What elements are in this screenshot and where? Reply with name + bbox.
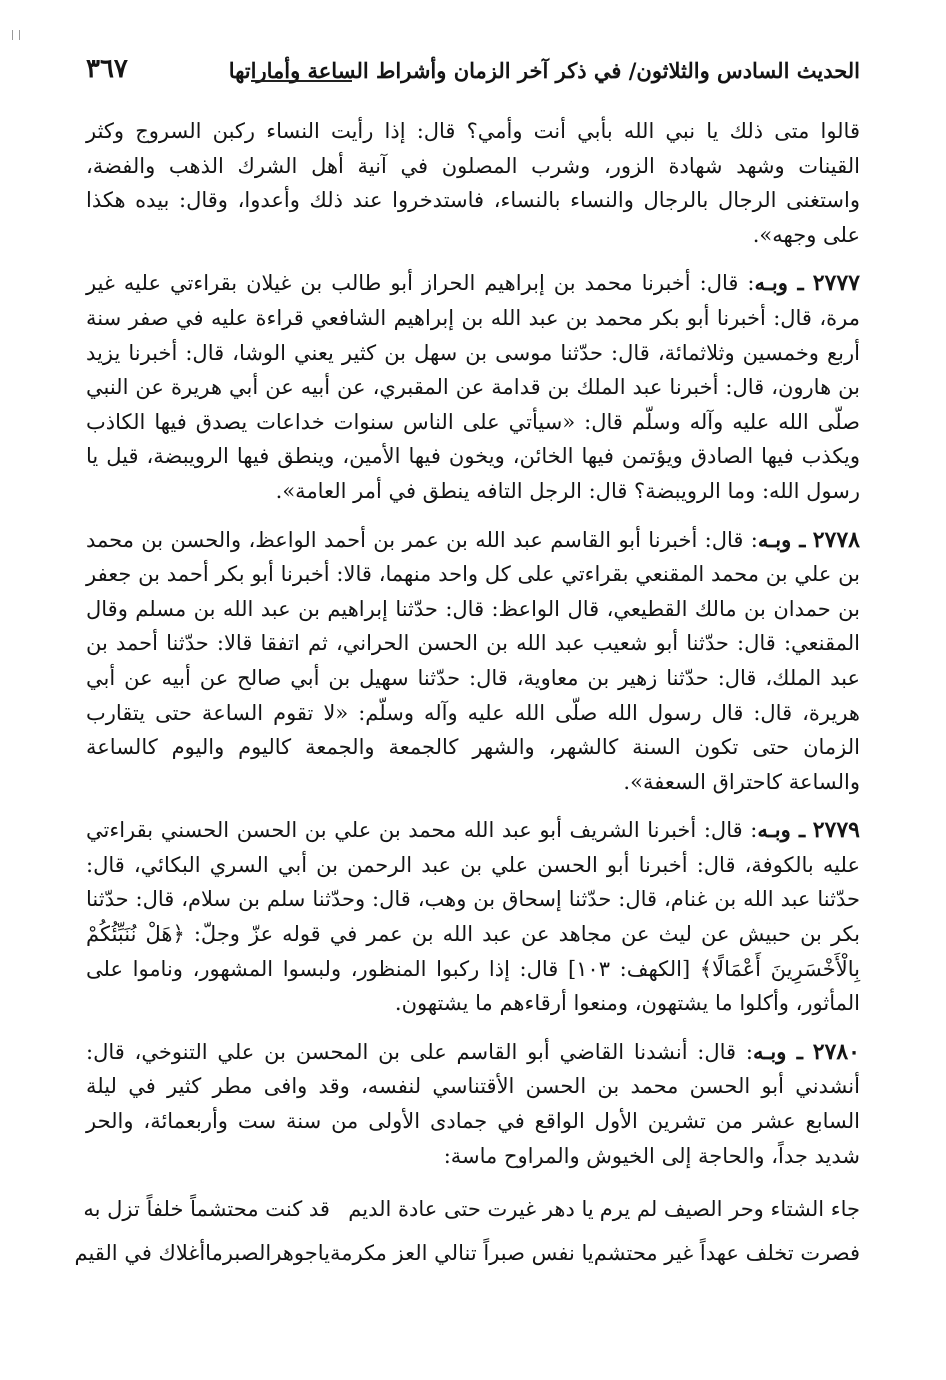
poem-hemistich: يا نفس صبراً تنالي العز مكرمة: [329, 1241, 594, 1266]
poem-hemistich: يا دهر غيرت حتى عادة الديم: [348, 1197, 594, 1222]
chapter-title: الحديث السادس والثلاثون/ في ذكر آخر الزمان وأشراط الساعة وأماراتها: [228, 58, 860, 83]
hadith-2780: [86, 1035, 860, 1173]
hadith-tag: ـ وبـه: [754, 270, 804, 296]
hadith-number: ٢٧٧٩: [812, 817, 860, 844]
page-body: [74, 114, 860, 1275]
hadith-2778: [86, 523, 860, 800]
hadith-number: ٢٧٧٧: [812, 270, 860, 297]
hadith-tag: ـ وبـه: [752, 1038, 803, 1064]
poem-hemistich: جاء الشتاء وحر الصيف لم يرم: [599, 1197, 860, 1222]
poem-verses: [74, 1187, 860, 1275]
paragraph-text: قالوا متى ذلك يا نبي الله بأبي أنت وأمي؟ قال: إذا رأيت النساء ركبن السروج وكثر القينات وشهد شهادة الزور، وشرب المصلون في آنية أهل الشرك الذهب والفضة، واستغنى الرجال بالرجال والنساء بالنساء، فاستدخروا عند ذلك وأعدوا، وقال: بيده هكذا على وجهه».: [86, 119, 860, 247]
paragraph-continuation: [86, 114, 860, 252]
hadith-tag: ـ وبـه: [757, 817, 806, 843]
page-corner-mark: [12, 30, 20, 40]
hadith-text: : قال: أخبرنا الشريف أبو عبد الله محمد بن علي بن الحسن الحسني بقراءتي عليه بالكوفة، قال: أخبرنا أبو الحسن علي بن عبد الرحمن بن أبي السري البكائي، قال: حدّثنا عبد الله بن غنام، قال: حدّثنا إسحاق بن وهب، قال: وحدّثنا سلم بن سلام، قال: حدّثنا بكر بن حبيش عن ليث عن مجاهد عن عبد الله بن عمر في قوله عزّ وجلّ: ﴿هَلْ نُنَبِّئُكُمْ بِالْأَخْسَرِينَ أَعْمَالًا﴾ [الكهف: ١٠٣] قال: إذا ركبوا المنظور، ولبسوا المشهور، وناموا على المأثور، وأكلوا ما يشتهون، ومنعوا أرقاءهم ما يشتهون.: [86, 818, 860, 1016]
hadith-text: : قال: أخبرنا أبو القاسم عبد الله بن عمر بن أحمد الواعظ، والحسن بن محمد بن علي بن محمد المقنعي بقراءتي على كل واحد منهما، قالا: أخبرنا أبو بكر أحمد بن جعفر بن حمدان بن مالك القطيعي، قال الواعظ: قال: حدّثنا إبراهيم بن عبد الله بن مسلم وقال المقنعي: قال: حدّثنا أبو شعيب عبد الله بن الحسن الحراني، ثم اتفقا قالا: حدّثنا أحمد بن عبد الملك، قال: حدّثنا زهير بن معاوية، قال: حدّثنا سهيل بن أبي صالح عن أبيه عن أبي هريرة، قال: قال رسول الله صلّى الله عليه وآله وسلّم: «لا تقوم الساعة حتى يتقارب الزمان حتى تكون السنة كالشهر، والشهر كالجمعة والجمعة كاليوم واليوم كالساعة والساعة كاحتراق السعفة».: [86, 527, 860, 794]
poem-hemistich: ياجوهرالصبرماأغلاك في القيم: [74, 1241, 330, 1266]
poem-hemistich: قد كنت محتشماً خلفاً تزل به: [83, 1197, 330, 1222]
running-header: [86, 54, 860, 92]
hadith-tag: ـ وبـه: [757, 526, 806, 552]
poem-hemistich: فصرت تخلف عهداً غير محتشم: [593, 1241, 860, 1266]
hadith-number: ٢٧٧٨: [812, 526, 860, 553]
hadith-2779: [86, 813, 860, 1021]
header-rule: [251, 80, 352, 82]
page-number: ٣٦٧: [86, 54, 128, 84]
hadith-number: ٢٧٨٠: [812, 1038, 860, 1065]
hadith-text: : قال: أنشدنا القاضي أبو القاسم على بن المحسن بن علي التنوخي، قال: أنشدني أبو الحسن محمد بن الحسن الأقتناسي لنفسه، وقد وافى مطر كثير في ليلة السابع عشر من تشرين الأول الواقع في جمادى الأولى من سنة ست وأربعمائة، والحر شديد جداً، والحاجة إلى الخيوش والمراوح ماسة:: [86, 1039, 860, 1168]
hadith-text: : قال: أخبرنا محمد بن إبراهيم الحراز أبو طالب بن غيلان بقراءتي عليه غير مرة، قال: أخبرنا أبو بكر محمد بن عبد الله بن إبراهيم الشافعي قراءة عليه في صفر سنة أربع وخمسين وثلاثمائة، قال: حدّثنا موسى بن سهل بن كثير يعني الوشا، قال: أخبرنا يزيد بن هارون، قال: أخبرنا عبد الملك بن قدامة عن المقبري، عن أبيه عن أبي هريرة عن النبي صلّى الله عليه وآله وسلّم قال: «سيأتي على الناس سنوات خداعات يصدق فيها الكاذب ويكذب فيها الصادق ويؤتمن فيها الخائن، ويخون فيها الأمين، وينطق فيها الرويبضة، قيل يا رسول الله: وما الرويبضة؟ قال: الرجل التافه ينطق في أمر العامة».: [86, 271, 860, 503]
hadith-2777: [86, 266, 860, 508]
